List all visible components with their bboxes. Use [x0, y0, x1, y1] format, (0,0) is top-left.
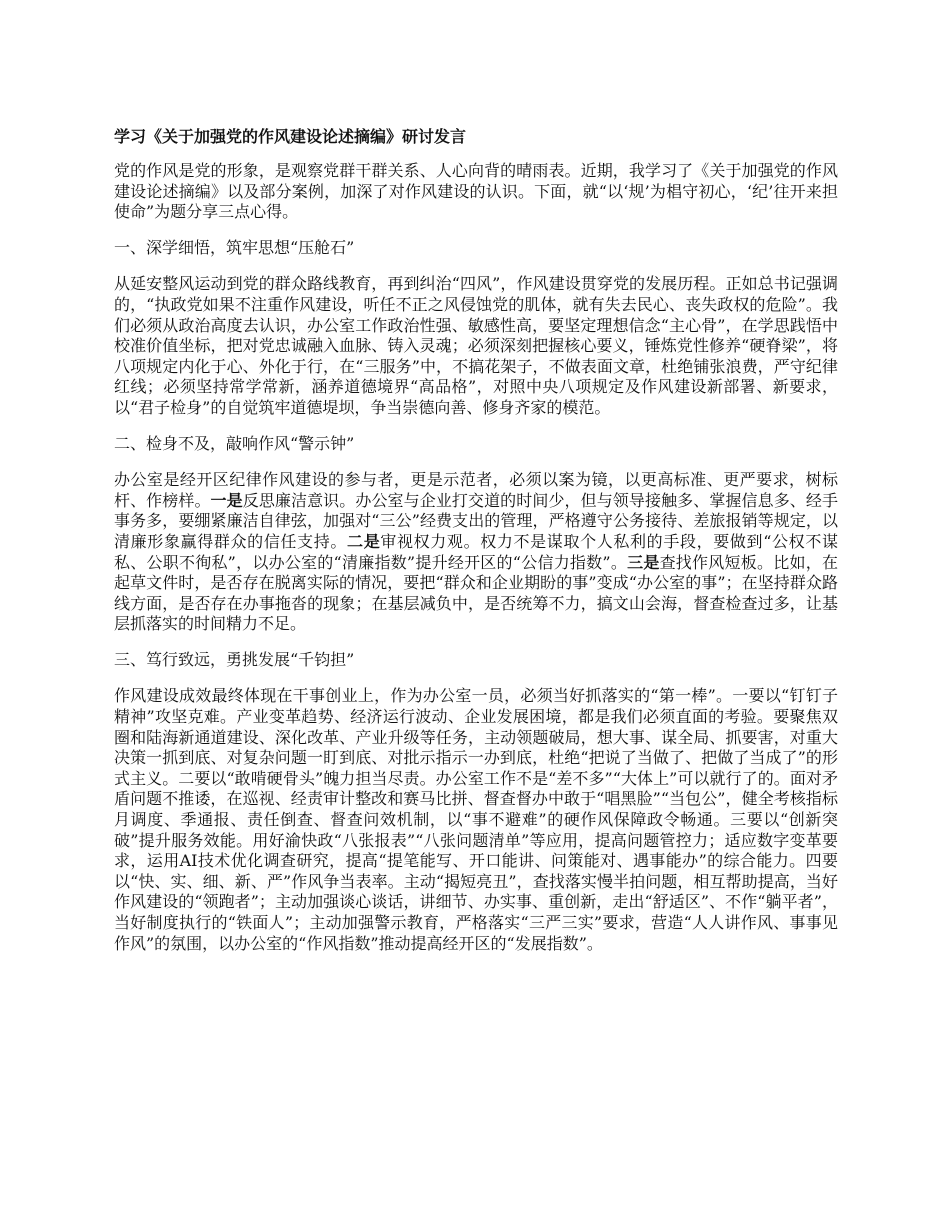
section-1-body: 从延安整风运动到党的群众路线教育，再到纠治“四风”，作风建设贯穿党的发展历程。正如总书记强调的，“执政党如果不注重作风建设，听任不正之风侵蚀党的肌体，就有失去民心、丧失政权的危险”。我们必须从政治高度去认识，办公室工作政治性强、敏感性高，要坚定理想信念“主心骨”，在学思践悟中校准价值坐标，把对党忠诚融入血脉、铸入灵魂；必须深刻把握核心要义，锤炼党性修养“硬脊梁”，将八项规定内化于心、外化于行，在“三服务”中，不搞花架子，不做表面文章，杜绝铺张浪费，严守纪律红线；必须坚持常学常新，涵养道德境界“高品格”，对照中央八项规定及作风建设新部署、新要求，以“君子检身”的自觉筑牢道德堤坝，争当崇德向善、修身齐家的模范。 — [114, 274, 838, 417]
section-3-heading: 三、笃行致远，勇挑发展“千钧担” — [114, 649, 355, 669]
point-2-text: 审视权力观。权力不是谋取个人私利的手段，要做到“公权不谋私、公职不徇私”，以办公室的“清廉指数”提升经开区的“公信力指数”。 — [114, 531, 838, 572]
section-1-heading: 一、深学细悟，筑牢思想“压舱石” — [114, 237, 355, 257]
point-3-text: 查找作风短板。比如，在起草文件时，是否存在脱离实际的情况，要把“群众和企业期盼的事”变成“办公室的事”；在坚持群众路线方面，是否存在办事拖沓的现象；在基层减负中，是否统筹不力，搞文山会海，督查检查过多，让基层抓落实的时间精力不足。 — [114, 552, 838, 634]
section-2-body — [114, 470, 838, 635]
section-2-lead: 办公室是经开区纪律作风建设的参与者，更是示范者，必须以案为镜，以更高标准、更严要求，树标杆、作榜样。 — [114, 470, 838, 510]
intro-paragraph: 党的作风是党的形象，是观察党群干群关系、人心向背的晴雨表。近期，我学习了《关于加强党的作风建设论述摘编》以及部分案例，加深了对作风建设的认识。下面，就“以‘规’为椙守初心，‘纪’往开来担使命”为题分享三点心得。 — [114, 161, 838, 222]
section-3-body: 作风建设成效最终体现在干事创业上，作为办公室一员，必须当好抓落实的“第一棒”。一要以“钉钉子精神”攻坚克难。产业变革趋势、经济运行波动、企业发展困境，都是我们必须直面的考验。要聚焦双圈和陆海新通道建设、深化改革、产业升级等任务，主动领题破局，想大事、谋全局、抓要害，对重大决策一抓到底、对复杂问题一盯到底、对批示指示一办到底，杜绝“把说了当做了、把做了当成了”的形式主义。二要以“敢啃硬骨头”魄力担当尽责。办公室工作不是“差不多”“大体上”可以就行了的。面对矛盾问题不推诿，在巡视、经责审计整改和赛马比拼、督查督办中敢于“唱黑脸”“当包公”，健全考核指标月调度、季通报、责任倒查、督查问效机制，以“事不避难”的硬作风保障政令畅通。三要以“创新突破”提升服务效能。用好渝快政“八张报表”“八张问题清单”等应用，提高问题管控力；适应数字变革要求，运用AI技术优化调查研究，提高“提笔能写、开口能讲、问策能对、遇事能办”的综合能力。四要以“快、实、细、新、严”作风争当表率。主动“揭短亮丑”，查找落实慢半拍问题，相互帮助提高，当好作风建设的“领跑者”；主动加强谈心谈话，讲细节、办实事、重创新，走出“舒适区”、不作“躺平者”，当好制度执行的“铁面人”；主动加强警示教育，严格落实“三严三实”要求，营造“人人讲作风、事事见作风”的氛围，以办公室的“作风指数”推动提高经开区的“发展指数”。 — [114, 686, 838, 953]
point-2-marker: 二是 — [347, 531, 381, 551]
point-3-marker: 三是 — [627, 552, 660, 572]
point-1-text: 反思廉洁意识。办公室与企业打交道的时间少，但与领导接触多、掌握信息多、经手事务多，要绷紧廉洁自律弦，加强对“三公”经费支出的管理，严格遵守公务接待、差旅报销等规定，以清廉形象赢得群众的信任支持。 — [114, 490, 838, 551]
document-page — [114, 126, 838, 969]
section-2-heading: 二、检身不及，敲响作风“警示钟” — [114, 433, 355, 453]
document-title: 学习《关于加强党的作风建设论述摘编》研讨发言 — [114, 127, 467, 146]
point-1-marker: 一是 — [210, 490, 243, 510]
